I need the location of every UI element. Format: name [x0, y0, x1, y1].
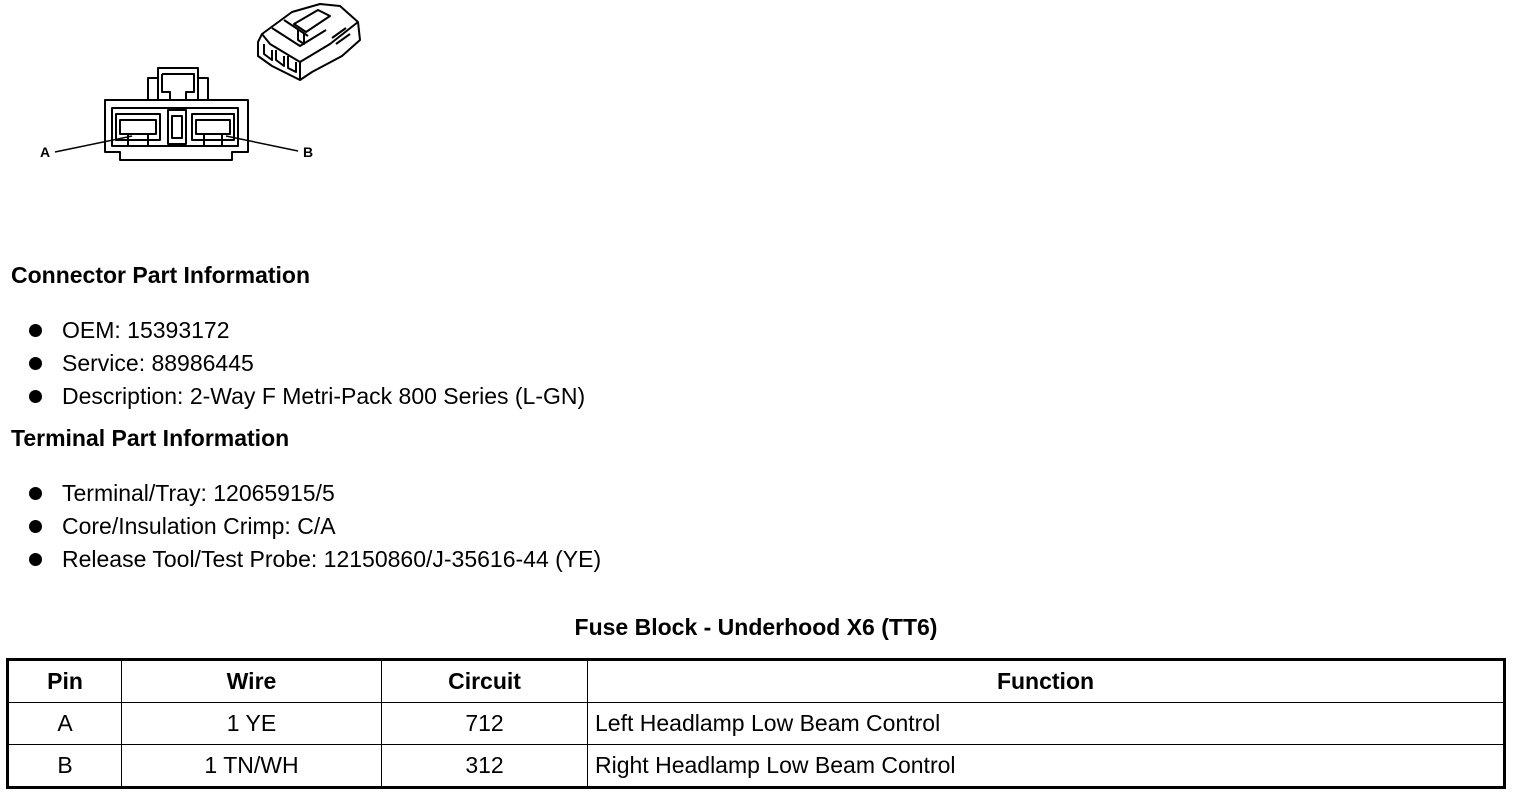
- connector-part-heading: Connector Part Information: [11, 262, 311, 288]
- cell-circuit: 312: [382, 745, 588, 788]
- bullet-icon: [29, 520, 42, 533]
- cell-pin: A: [8, 703, 122, 745]
- connector-diagram: [0, 0, 420, 175]
- list-item-text: OEM: 15393172: [62, 317, 230, 343]
- list-item: [25, 543, 601, 576]
- list-item: [25, 347, 585, 380]
- list-item-text: Service: 88986445: [62, 350, 254, 376]
- cell-wire: 1 YE: [122, 703, 382, 745]
- pin-a-label: A: [40, 144, 51, 160]
- list-item-text: Terminal/Tray: 12065915/5: [62, 480, 335, 506]
- header-pin: Pin: [8, 660, 122, 703]
- connector-face-view: [105, 68, 248, 160]
- list-item-text: Description: 2-Way F Metri-Pack 800 Series (L-GN): [62, 383, 586, 409]
- list-item: [25, 510, 601, 543]
- pin-b-leader: [226, 136, 298, 151]
- cell-circuit: 712: [382, 703, 588, 745]
- pin-b-label: B: [303, 144, 314, 160]
- connector-isometric-view: [258, 4, 360, 80]
- bullet-icon: [29, 390, 42, 403]
- bullet-icon: [29, 487, 42, 500]
- header-function: Function: [588, 660, 1505, 703]
- cell-function: Right Headlamp Low Beam Control: [588, 745, 1505, 788]
- pin-table: [6, 658, 1506, 789]
- table-header-row: [8, 660, 1505, 703]
- bullet-icon: [29, 357, 42, 370]
- cell-pin: B: [8, 745, 122, 788]
- terminal-part-heading: Terminal Part Information: [11, 425, 290, 451]
- cell-function: Left Headlamp Low Beam Control: [588, 703, 1505, 745]
- list-item: [25, 314, 585, 347]
- header-circuit: Circuit: [382, 660, 588, 703]
- pin-table-title: Fuse Block - Underhood X6 (TT6): [574, 614, 938, 640]
- list-item-text: Core/Insulation Crimp: C/A: [62, 513, 336, 539]
- connector-part-list: [25, 314, 585, 413]
- bullet-icon: [29, 324, 42, 337]
- bullet-icon: [29, 553, 42, 566]
- list-item-text: Release Tool/Test Probe: 12150860/J-35616-44 (YE): [62, 546, 602, 572]
- terminal-part-list: [25, 477, 601, 576]
- header-wire: Wire: [122, 660, 382, 703]
- cell-wire: 1 TN/WH: [122, 745, 382, 788]
- list-item: [25, 477, 601, 510]
- pin-a-leader: [55, 136, 132, 152]
- list-item: [25, 380, 585, 413]
- table-row: [8, 703, 1505, 745]
- table-row: [8, 745, 1505, 788]
